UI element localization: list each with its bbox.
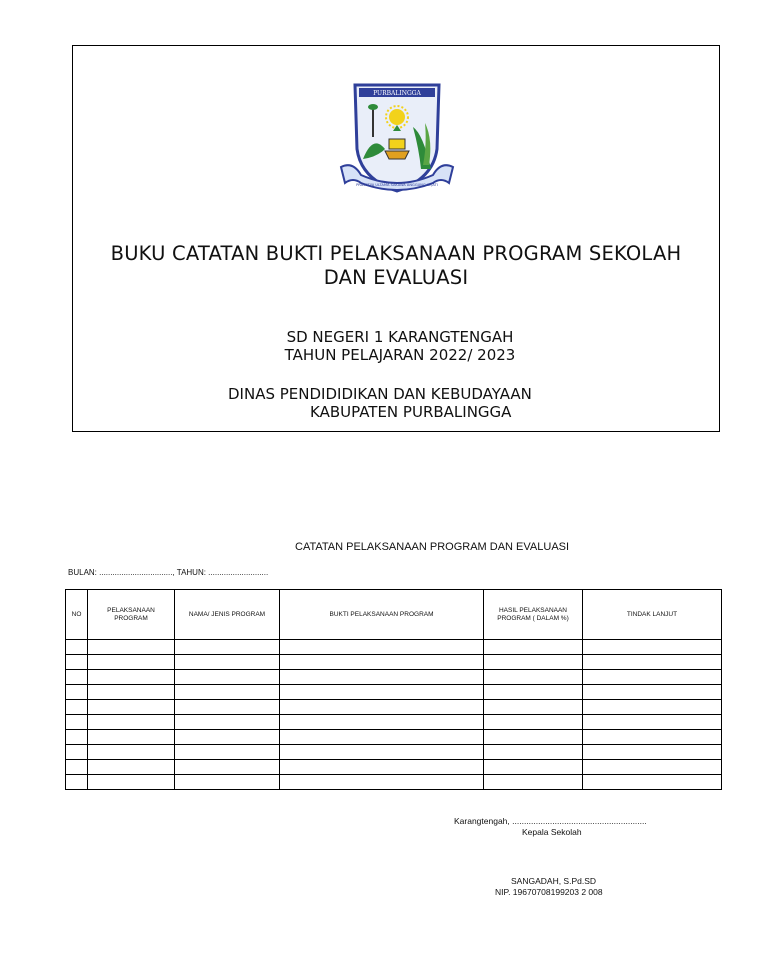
table-cell bbox=[175, 715, 280, 730]
table-row bbox=[66, 655, 722, 670]
table-cell bbox=[280, 700, 484, 715]
svg-text:PRASETYA ULTAMA SAKAWA ANGGUNG: PRASETYA ULTAMA SAKAWA ANGGUNG SEJATI bbox=[356, 183, 438, 187]
table-cell bbox=[66, 685, 88, 700]
table-cell bbox=[88, 640, 175, 655]
table-cell bbox=[175, 775, 280, 790]
table-cell bbox=[583, 685, 722, 700]
table-cell bbox=[583, 655, 722, 670]
table-row bbox=[66, 685, 722, 700]
header-tindak-lanjut: TINDAK LANJUT bbox=[583, 590, 722, 640]
table-cell bbox=[88, 745, 175, 760]
table-cell bbox=[583, 700, 722, 715]
table-row bbox=[66, 715, 722, 730]
table-row bbox=[66, 700, 722, 715]
signature-role: Kepala Sekolah bbox=[522, 827, 582, 837]
header-no: NO bbox=[66, 590, 88, 640]
table-cell bbox=[280, 685, 484, 700]
cover-title-line1: BUKU CATATAN BUKTI PELAKSANAAN PROGRAM SEKOLAH bbox=[110, 242, 682, 265]
table-cell bbox=[88, 715, 175, 730]
table-row bbox=[66, 745, 722, 760]
table-cell bbox=[280, 670, 484, 685]
table-cell bbox=[88, 730, 175, 745]
table-cell bbox=[484, 655, 583, 670]
table-cell bbox=[66, 715, 88, 730]
purbalingga-emblem-icon bbox=[333, 79, 461, 199]
program-table bbox=[65, 589, 722, 790]
dinas-line1: DINAS PENDIDIDIKAN DAN KEBUDAYAAN bbox=[228, 385, 532, 403]
table-cell bbox=[66, 730, 88, 745]
table-cell bbox=[175, 685, 280, 700]
table-cell bbox=[88, 655, 175, 670]
header-hasil: HASIL PELAKSANAAN PROGRAM ( DALAM %) bbox=[484, 590, 583, 640]
table-cell bbox=[175, 670, 280, 685]
school-name: SD NEGERI 1 KARANGTENGAH bbox=[286, 328, 514, 346]
signature-place-date: Karangtengah, ......................................................... bbox=[454, 816, 647, 826]
table-cell bbox=[484, 685, 583, 700]
signature-nip: NIP. 19670708199203 2 008 bbox=[495, 887, 603, 897]
table-cell bbox=[484, 730, 583, 745]
table-cell bbox=[175, 700, 280, 715]
cover-title-line2: DAN EVALUASI bbox=[323, 266, 469, 289]
table-cell bbox=[66, 745, 88, 760]
table-cell bbox=[484, 670, 583, 685]
header-bukti: BUKTI PELAKSANAAN PROGRAM bbox=[280, 590, 484, 640]
cover-title bbox=[73, 242, 719, 290]
table-cell bbox=[583, 640, 722, 655]
table-row bbox=[66, 760, 722, 775]
school-block bbox=[73, 328, 719, 364]
table-cell bbox=[175, 655, 280, 670]
table-row bbox=[66, 640, 722, 655]
table-cell bbox=[88, 670, 175, 685]
table-cell bbox=[66, 775, 88, 790]
table-cell bbox=[175, 730, 280, 745]
document-title: CATATAN PELAKSANAAN PROGRAM DAN EVALUASI bbox=[295, 541, 570, 553]
table-cell bbox=[88, 700, 175, 715]
table-cell bbox=[66, 670, 88, 685]
table-cell bbox=[583, 745, 722, 760]
table-cell bbox=[583, 730, 722, 745]
table-cell bbox=[583, 760, 722, 775]
table-cell bbox=[66, 640, 88, 655]
table-cell bbox=[484, 715, 583, 730]
table-cell bbox=[280, 760, 484, 775]
table-cell bbox=[66, 760, 88, 775]
table-cell bbox=[66, 655, 88, 670]
svg-text:PURBALINGGA: PURBALINGGA bbox=[373, 90, 421, 97]
table-row bbox=[66, 775, 722, 790]
header-pelaksanaan: PELAKSANAAN PROGRAM bbox=[88, 590, 175, 640]
table-cell bbox=[175, 760, 280, 775]
header-nama-jenis: NAMA/ JENIS PROGRAM bbox=[175, 590, 280, 640]
table-cell bbox=[88, 760, 175, 775]
table-cell bbox=[280, 640, 484, 655]
signature-name: SANGADAH, S.Pd.SD bbox=[511, 876, 597, 886]
table-cell bbox=[88, 685, 175, 700]
table-header-row bbox=[66, 590, 722, 640]
table-cell bbox=[175, 745, 280, 760]
table-cell bbox=[175, 640, 280, 655]
table-cell bbox=[280, 730, 484, 745]
table-cell bbox=[88, 775, 175, 790]
cover-box bbox=[72, 45, 720, 432]
dinas-line2: KABUPATEN PURBALINGGA bbox=[310, 403, 512, 421]
academic-year: TAHUN PELAJARAN 2022/ 2023 bbox=[284, 346, 516, 364]
table-cell bbox=[583, 715, 722, 730]
table-cell bbox=[583, 775, 722, 790]
table-cell bbox=[280, 775, 484, 790]
period-fields: BULAN: ................................., TAHUN: ........................... bbox=[68, 568, 269, 577]
table-cell bbox=[484, 775, 583, 790]
table-cell bbox=[484, 640, 583, 655]
table-cell bbox=[66, 700, 88, 715]
table-cell bbox=[484, 745, 583, 760]
table-cell bbox=[280, 715, 484, 730]
table-cell bbox=[583, 670, 722, 685]
table-cell bbox=[484, 760, 583, 775]
table-cell bbox=[280, 745, 484, 760]
table-cell bbox=[484, 700, 583, 715]
table-row bbox=[66, 670, 722, 685]
table-row bbox=[66, 730, 722, 745]
table-cell bbox=[280, 655, 484, 670]
